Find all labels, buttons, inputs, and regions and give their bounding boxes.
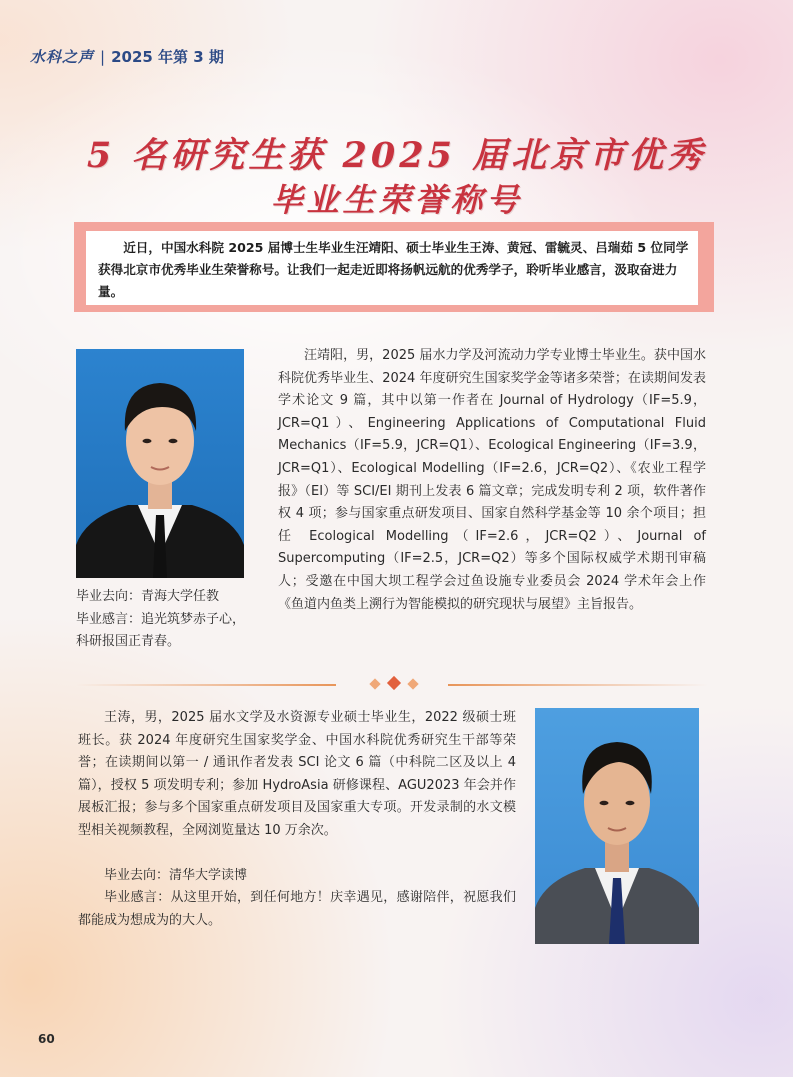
magazine-brand: 水科之声 (30, 48, 95, 66)
student2-bio-text: 王涛，男，2025 届水文学及水资源专业硕士毕业生，2022 级硕士班班长。获 2024 年度研究生国家奖学金、中国水科院优秀研究生干部等荣誉；在读期间以第一 / 通讯作者发表 SCI 论文 6 篇（中科院二区及以上 4 篇），授权 5 项发明专利；参加 HydroAsia 研修课程、AGU2023 年会并作展板汇报；参与多个国家重点研发项目及国家重大专项。开发录制的水文模型相关视频教程，全网浏览量达 10 万余次。 (78, 710, 516, 838)
student1-destination: 毕业去向：青海大学任教 (76, 589, 220, 604)
intro-box (86, 231, 698, 305)
student2-destination: 毕业去向：清华大学读博 (104, 867, 248, 883)
student1-photo (76, 349, 244, 578)
issue-label: 2025 年第 3 期 (111, 48, 224, 66)
page-number: 60 (38, 1032, 55, 1046)
student2-bio (78, 707, 516, 932)
student2-photo (535, 708, 699, 944)
article-title-line2: 毕业生荣誉称号 (270, 181, 523, 219)
intro-text: 近日，中国水科院 2025 届博士生毕业生汪靖阳、硕士毕业生王涛、黄冠、雷毓灵、吕瑞茹 5 位同学获得北京市优秀毕业生荣誉称号。让我们一起走近即将扬帆远航的优秀学子，聆听毕业感言，汲取奋进力量。 (98, 240, 689, 299)
student1-bio-text: 汪靖阳，男，2025 届水力学及河流动力学专业博士毕业生。获中国水科院优秀毕业生、2024 年度研究生国家奖学金等诸多荣誉；在读期间发表学术论文 9 篇，其中以第一作者在 Journal of Hydrology（IF=5.9，JCR=Q1）、Engineering Applications of Computational Fluid Mechanics（IF=5.9，JCR=Q1）、Ecological Engineering（IF=3.9，JCR=Q1）、Ecological Modelling（IF=2.6，JCR=Q2）、《农业工程学报》（EI）等 SCI/EI 期刊上发表 6 篇文章；完成发明专利 2 项，软件著作权 4 项；参与国家重点研发项目、国家自然科学基金等 10 余个项目；担任 Ecological Modelling（IF=2.6，JCR=Q2）、Journal of Supercomputing（IF=2.5，JCR=Q2）等多个国际权威学术期刊审稿人；受邀在中国大坝工程学会过鱼设施专业委员会 2024 学术年会上作《鱼道内鱼类上溯行为智能模拟的研究现状与展望》主旨报告。 (278, 348, 706, 612)
student1-remarks-line1: 毕业感言：追光筑梦赤子心， (76, 611, 246, 627)
student1-caption (76, 586, 266, 654)
header-separator: | (100, 48, 106, 66)
divider-line-left (76, 684, 336, 686)
student2-remarks: 毕业感言：从这里开始，到任何地方！庆幸遇见，感谢陪伴，祝愿我们都能成为想成为的大人。 (78, 890, 516, 928)
divider-line-right (448, 684, 708, 686)
magazine-header (30, 46, 224, 67)
student1-bio (278, 345, 706, 616)
student1-remarks-line2: 科研报国正青春。 (76, 634, 181, 649)
divider-diamonds-icon (365, 678, 425, 692)
article-title-line1: 5 名研究生获 2025 届北京市优秀 (86, 135, 707, 176)
